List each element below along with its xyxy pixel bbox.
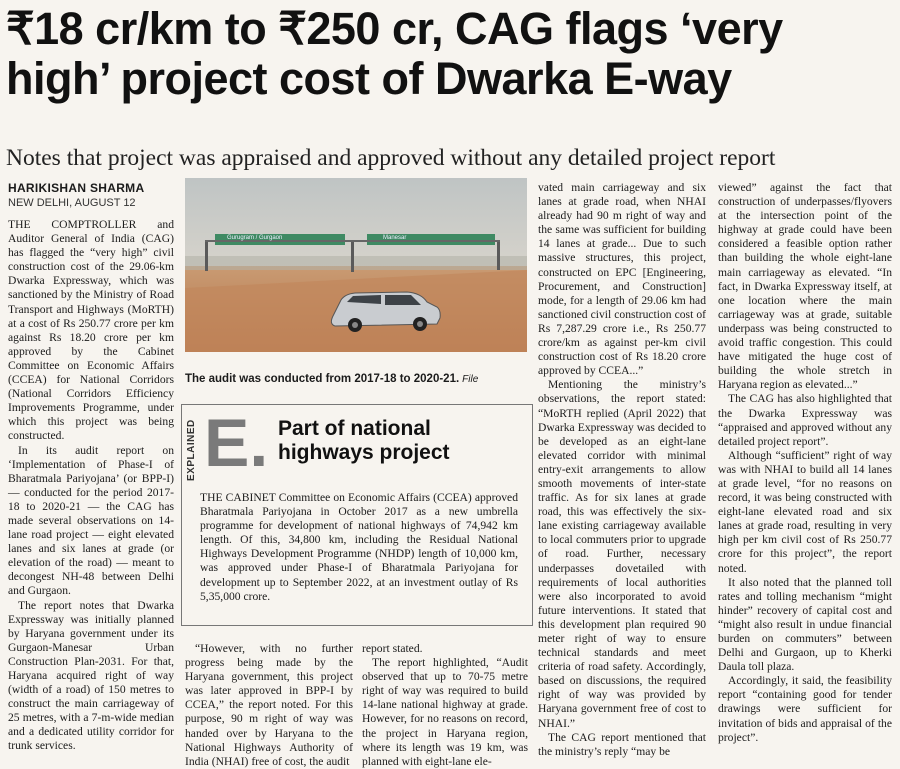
paragraph: report stated. [362, 642, 423, 655]
article-column-4 [538, 181, 706, 759]
byline-author: HARIKISHAN SHARMA [8, 181, 145, 195]
photo-credit: File [462, 374, 479, 385]
article-column-5 [718, 181, 892, 745]
highway-photo-illustration [185, 178, 527, 352]
article-column-3 [362, 642, 528, 769]
paragraph: “However, with no further progress being made by the Haryana government, this project was later approved in BPP-I by CCEA,” the report noted. For this purpose, 90 m right of way was handed over by Haryana to the National Highways Authority of India (NHAI) free of cost, the audit [185, 642, 353, 768]
caption-text: The audit was conducted from 2017-18 to 2020-21. [185, 373, 460, 385]
road-sign-text: Gurugram / Gurgaon [227, 235, 283, 241]
paragraph: Mentioning the ministry’s observations, the report stated: “MoRTH replied (April 2022) that Dwarka Expressway was decided to be developed as an eight-lane elevated corridor with minimal entry-exit arrangements to allow smooth movements of inter-state traffic. As for six lanes at grade road, this was effectively the six-lane existing carriageway available to local commuters prior to upgrade of road. Further, necessary underpasses dovetailed with requirements of local authorities were also incorporated to avoid future interventions. It stated that this development plan required 90 meter right of way to ensure technical standards and meet criteria of road safety. Accordingly, based on discussions, the required right of way was provided by Haryana government free of cost to NHAI.” [538, 378, 706, 730]
paragraph: vated main carriageway and six lanes at grade road, when NHAI already had 90 m right of way and the same was sufficient for building 14 lanes at grade... Due to such massive structures, this project, constructed on EPC [Engineering, Procurement, and Construction] mode, for a length of 29.06 km had sanctioned civil construction cost of Rs 7,287.29 crore i.e., Rs 250.77 crore/km as against per-km civil construction cost of Rs 18.20 crore approved by CCEA...” [538, 181, 706, 378]
paragraph: Accordingly, it said, the feasibility report “containing good for tender drawings were sufficient for invitation of bids and appraisal of the project”. [718, 674, 892, 744]
explained-body [200, 491, 518, 604]
deck-subheadline: Notes that project was appraised and approved without any detailed project report [6, 145, 776, 171]
paragraph: The CAG report mentioned that the ministry’s reply “may be [538, 730, 706, 758]
explained-box [181, 404, 533, 626]
explained-logo-letter: E. [204, 405, 269, 481]
photo-caption [185, 372, 527, 387]
paragraph: The CAG has also highlighted that the Dwarka Expressway was “appraised and approved without any detailed project report”. [718, 392, 892, 448]
article-photo [185, 178, 527, 352]
paragraph: It also noted that the planned toll rates and tolling mechanism “might hinder” recovery of capital cost and “might also result in undue financial burden on commuters” between Delhi and Gurgaon, up to Kherki Daula toll plaza. [718, 575, 892, 674]
road-sign-text: Manesar [383, 235, 407, 241]
article-column-1 [8, 181, 174, 754]
paragraph: Although “sufficient” right of way was with NHAI to build all 14 lanes at grade level, “for no reasons on record, it was being constructed with eight-lane elevated road and six lanes at grade road, resulting in very high per km civil cost of Rs 250.77 crore for this project”, the report noted. [718, 448, 892, 575]
paragraph: In its audit report on ‘Implementation of Phase-I of Bharatmala Pariyojana’ (or BPP-I) — conducted for the period 2017-18 to 2020-21 — the CAG has made several observations on 14-lane road project — eight elevated lanes and six lanes at grade (or elevation of the road) — meant to decongest NH-48 between Delhi and Gurgaon. [8, 443, 174, 598]
explained-title: Part of national highways project [278, 417, 450, 464]
article-column-2 [185, 642, 353, 769]
byline-dateline: NEW DELHI, AUGUST 12 [8, 197, 136, 209]
headline: ₹18 cr/km to ₹250 cr, CAG flags ‘very high’ project cost of Dwarka E-way [6, 3, 783, 104]
paragraph: THE COMPTROLLER and Auditor General of India (CAG) has flagged the “very high” civil construction cost of the 29.06-km Dwarka Expressway, which was sanctioned by the Ministry of Road Transport and Highways (MoRTH) at a cost of Rs 250.77 crore per km against Rs 18.20 crore per km approved by the Cabinet Committee on Economic Affairs (CCEA) for National Corridors (National Corridors Efficiency Improvements Programme, under which this project was being constructed. [8, 218, 174, 443]
paragraph: viewed” against the fact that construction of underpasses/flyovers at the intersection point of the highway at grade could have been considered a feasible option rather than building the whole eight-lane main carriageway as elevated. “In fact, in Dwarka Expressway itself, at one location where the main carriageway was at grade, suitable underpass was being constructed to avoid traffic congestion. This could have mitigated the huge cost of building the whole stretch in Haryana region as elevated...” [718, 181, 892, 392]
paragraph: THE CABINET Committee on Economic Affairs (CCEA) approved Bharatmala Pariyojana in October 2017 as a new umbrella programme for development of national highways of 74,942 km length. Of this, 34,800 km, including the Residual National Highways Development Programme (NHDP) length of 10,000 km, was approved under Phase-I of Bharatmala Pariyojana for development up to September 2022, at an investment outlay of Rs 5,35,000 crore. [200, 491, 518, 603]
paragraph: The report highlighted, “Audit observed that up to 70-75 metre right of way was required to build 14-lane national highway at grade. However, for no reasons on record, the project in Haryana region, where its length was 19 km, was planned with eight-lane ele- [362, 656, 528, 768]
paragraph: The report notes that Dwarka Expressway was initially planned by Haryana government under its Gurgaon-Manesar Urban Construction Plan-2031. For that, Haryana acquired right of way (width of a road) of 150 metres to construct the main carriageway of 25 metres, with a 7-m-wide median and a dedicated utility corridor for trunk services. [8, 598, 174, 753]
explained-tag: EXPLAINED [186, 419, 197, 481]
